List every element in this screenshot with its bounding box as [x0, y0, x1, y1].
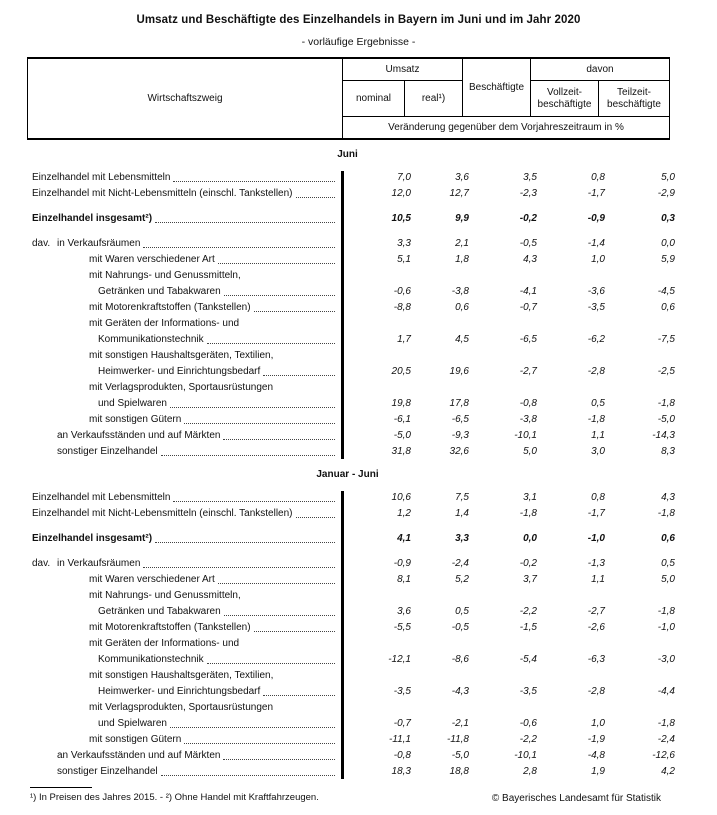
row-value: -1,3	[587, 558, 605, 569]
row-label	[27, 428, 342, 444]
row-label-line: Getränken und Tabakwaren	[27, 284, 342, 300]
row-value: 8,3	[661, 446, 675, 457]
row-value: 1,0	[591, 718, 605, 729]
row-value: -2,3	[519, 188, 537, 199]
dotted-leader	[254, 311, 335, 312]
table-row	[27, 444, 675, 460]
row-value: 0,0	[661, 238, 675, 249]
row-value: 0,5	[661, 558, 675, 569]
dotted-leader	[161, 775, 335, 776]
dotted-leader	[223, 439, 335, 440]
dotted-leader	[184, 743, 335, 744]
table-row	[27, 268, 675, 300]
row-label	[27, 236, 342, 252]
row-value: -0,9	[393, 558, 411, 569]
row-value: -14,3	[652, 430, 675, 441]
row-value: 0,8	[591, 492, 605, 503]
row-value: 31,8	[391, 446, 411, 457]
row-value: -0,5	[451, 622, 469, 633]
row-label	[27, 506, 342, 522]
row-label-line: Kommunikationstechnik	[27, 332, 342, 348]
row-value: -4,8	[587, 750, 605, 761]
row-label-line: mit Motorenkraftstoffen (Tankstellen)	[27, 620, 342, 636]
row-value: -6,5	[451, 414, 469, 425]
row-value: 1,8	[455, 254, 469, 265]
row-value: -8,8	[393, 302, 411, 313]
row-value: -1,9	[587, 734, 605, 745]
row-label	[27, 444, 342, 460]
row-label-line: mit Waren verschiedener Art	[27, 252, 342, 268]
row-value: 1,0	[591, 254, 605, 265]
row-value: -2,8	[587, 686, 605, 697]
page-subtitle: - vorläufige Ergebnisse -	[301, 36, 416, 48]
header-nominal: nominal	[343, 81, 405, 116]
row-label-line: sonstiger Einzelhandel	[27, 444, 342, 460]
table-row	[27, 636, 675, 668]
row-value: 7,5	[455, 492, 469, 503]
row-value: 4,3	[661, 492, 675, 503]
row-value: 4,5	[455, 334, 469, 345]
row-value: -0,6	[519, 718, 537, 729]
row-label	[27, 764, 342, 780]
row-value: 1,4	[455, 508, 469, 519]
row-value: -2,9	[657, 188, 675, 199]
row-label-line: Einzelhandel mit Nicht-Lebensmitteln (einschl. Tankstellen)	[27, 186, 342, 202]
header-davon-group: davon	[531, 59, 669, 81]
section-heading: Juni	[337, 149, 358, 160]
row-label-line: mit Geräten der Informations- und	[89, 318, 240, 329]
row-value: 17,8	[449, 398, 469, 409]
row-value: 32,6	[449, 446, 469, 457]
dotted-leader	[254, 631, 335, 632]
table-row	[27, 428, 675, 444]
table-row	[27, 211, 675, 227]
row-value: -5,0	[657, 414, 675, 425]
row-value: 0,5	[455, 606, 469, 617]
row-value: 1,9	[591, 766, 605, 777]
section-rows	[27, 170, 675, 460]
row-label-line: Einzelhandel mit Lebensmitteln	[27, 490, 342, 506]
row-value: -1,0	[657, 622, 675, 633]
row-label-line: Einzelhandel mit Lebensmitteln	[27, 170, 342, 186]
row-value: -5,4	[519, 654, 537, 665]
row-label	[27, 620, 342, 636]
row-label	[27, 348, 342, 380]
row-value: 9,9	[455, 213, 469, 224]
table-row	[27, 668, 675, 700]
dotted-leader	[184, 423, 335, 424]
row-value: 10,5	[391, 213, 411, 224]
row-value: 3,6	[455, 172, 469, 183]
dotted-leader	[224, 615, 335, 616]
row-value: 0,5	[591, 398, 605, 409]
row-value: -2,7	[519, 366, 537, 377]
row-label-line: mit Verlagsprodukten, Sportausrüstungen	[89, 702, 273, 713]
row-value: 3,0	[591, 446, 605, 457]
row-value: -1,8	[657, 508, 675, 519]
row-label	[27, 211, 342, 227]
dotted-leader	[207, 343, 335, 344]
dotted-leader	[143, 567, 335, 568]
row-label-line: Heimwerker- und Einrichtungsbedarf	[27, 684, 342, 700]
row-value: -7,5	[657, 334, 675, 345]
dotted-leader	[207, 663, 335, 664]
row-value: -3,5	[393, 686, 411, 697]
table-row	[27, 236, 675, 252]
dotted-leader	[224, 295, 335, 296]
row-label	[27, 380, 342, 412]
row-label-line: mit sonstigen Gütern	[27, 412, 342, 428]
row-value: 8,1	[397, 574, 411, 585]
row-value: -0,8	[519, 398, 537, 409]
row-label	[27, 588, 342, 620]
row-value: 5,9	[661, 254, 675, 265]
row-value: -2,6	[587, 622, 605, 633]
row-label	[27, 170, 342, 186]
header-wirtschaftszweig: Wirtschaftszweig	[28, 59, 343, 138]
row-value: -10,1	[514, 430, 537, 441]
table-row	[27, 700, 675, 732]
row-value: -6,2	[587, 334, 605, 345]
row-value: -2,7	[587, 606, 605, 617]
row-label	[27, 748, 342, 764]
row-value: 3,1	[523, 492, 537, 503]
row-label	[27, 252, 342, 268]
row-value: -1,8	[657, 718, 675, 729]
row-label	[27, 186, 342, 202]
row-value: -11,1	[388, 734, 411, 745]
table-row	[27, 748, 675, 764]
row-value: -1,8	[657, 606, 675, 617]
row-label-line: sonstiger Einzelhandel	[27, 764, 342, 780]
row-value: 1,7	[397, 334, 411, 345]
table-row	[27, 412, 675, 428]
row-value: 0,3	[661, 213, 675, 224]
row-label	[27, 572, 342, 588]
row-value: 5,2	[455, 574, 469, 585]
row-label-line: mit Nahrungs- und Genussmitteln,	[89, 270, 241, 281]
row-label	[27, 412, 342, 428]
row-value: -1,4	[587, 238, 605, 249]
page-title: Umsatz und Beschäftigte des Einzelhandels in Bayern im Juni und im Jahr 2020	[136, 14, 581, 26]
row-value: 5,0	[661, 172, 675, 183]
table-row	[27, 764, 675, 780]
header-teilzeit: Teilzeit-beschäftigte	[607, 87, 661, 110]
row-label-line: mit Geräten der Informations- und	[89, 638, 240, 649]
row-value: -11,8	[446, 734, 469, 745]
row-value: -3,5	[519, 686, 537, 697]
row-label-line: Heimwerker- und Einrichtungsbedarf	[27, 364, 342, 380]
row-value: 10,6	[391, 492, 411, 503]
row-label	[27, 490, 342, 506]
row-value: -0,7	[393, 718, 411, 729]
row-label	[27, 636, 342, 668]
row-label-line: mit Verlagsprodukten, Sportausrüstungen	[89, 382, 273, 393]
row-value: -6,3	[587, 654, 605, 665]
row-value: -0,2	[519, 558, 537, 569]
row-value: 4,3	[523, 254, 537, 265]
section-heading: Januar - Juni	[316, 469, 379, 480]
row-label-line: an Verkaufsständen und auf Märkten	[27, 748, 342, 764]
row-label-line: und Spielwaren	[27, 716, 342, 732]
table-row	[27, 506, 675, 522]
row-label	[27, 700, 342, 732]
row-value: -2,5	[657, 366, 675, 377]
row-value: -0,6	[393, 286, 411, 297]
row-value: -12,1	[388, 654, 411, 665]
row-label-line: mit sonstigen Haushaltsgeräten, Textilien,	[89, 670, 274, 681]
row-value: 12,0	[391, 188, 411, 199]
row-value: 0,6	[661, 302, 675, 313]
row-label-line: mit Waren verschiedener Art	[27, 572, 342, 588]
row-value: -1,8	[519, 508, 537, 519]
header-unit-row: Veränderung gegenüber dem Vorjahreszeitraum in %	[343, 116, 669, 138]
dotted-leader	[170, 407, 335, 408]
row-value: 19,6	[449, 366, 469, 377]
row-value: 3,3	[455, 533, 469, 544]
row-value: 1,1	[591, 574, 605, 585]
row-value: -1,5	[519, 622, 537, 633]
row-value: 7,0	[397, 172, 411, 183]
row-label-line: Einzelhandel insgesamt²)	[27, 531, 342, 547]
dotted-leader	[170, 727, 335, 728]
row-value: -1,7	[587, 508, 605, 519]
dotted-leader	[155, 222, 335, 223]
row-label-line: mit sonstigen Haushaltsgeräten, Textilien,	[89, 350, 274, 361]
header-beschaeftigte: Beschäftigte	[463, 59, 531, 116]
row-label-line: mit sonstigen Gütern	[27, 732, 342, 748]
dotted-leader	[173, 501, 335, 502]
row-value: -2,2	[519, 606, 537, 617]
row-value: 3,3	[397, 238, 411, 249]
row-value: -3,6	[587, 286, 605, 297]
row-value: -2,4	[451, 558, 469, 569]
row-value: -6,1	[393, 414, 411, 425]
row-value: -4,5	[657, 286, 675, 297]
table-row	[27, 490, 675, 506]
row-value: -4,3	[451, 686, 469, 697]
row-label-line: in Verkaufsräumen	[27, 556, 342, 572]
row-value: -0,8	[393, 750, 411, 761]
row-value: -3,0	[657, 654, 675, 665]
row-value: 5,0	[661, 574, 675, 585]
table-row	[27, 348, 675, 380]
row-value: 18,8	[449, 766, 469, 777]
row-label-line: Einzelhandel mit Nicht-Lebensmitteln (einschl. Tankstellen)	[27, 506, 342, 522]
row-value: -3,5	[587, 302, 605, 313]
dotted-leader	[161, 455, 335, 456]
row-value: -0,5	[519, 238, 537, 249]
row-value: 5,1	[397, 254, 411, 265]
table-row	[27, 572, 675, 588]
row-label-line: Einzelhandel insgesamt²)	[27, 211, 342, 227]
row-value: -12,6	[652, 750, 675, 761]
row-value: 12,7	[449, 188, 469, 199]
row-value: -0,2	[519, 213, 537, 224]
header-real: real¹)	[405, 81, 463, 116]
header-vollzeit: Vollzeit-beschäftigte	[531, 81, 599, 116]
dotted-leader	[155, 542, 335, 543]
row-value: 20,5	[391, 366, 411, 377]
footnote: ¹) In Preisen des Jahres 2015. - ²) Ohne Handel mit Kraftfahrzeugen.	[30, 792, 319, 803]
table-row	[27, 732, 675, 748]
row-value: -2,1	[451, 718, 469, 729]
row-value: 0,0	[523, 533, 537, 544]
row-value: -5,0	[393, 430, 411, 441]
row-value: 4,2	[661, 766, 675, 777]
row-value: 0,8	[591, 172, 605, 183]
row-label	[27, 268, 342, 300]
row-value: 19,8	[391, 398, 411, 409]
row-label	[27, 531, 342, 547]
dotted-leader	[263, 375, 335, 376]
row-value: 18,3	[391, 766, 411, 777]
dotted-leader	[296, 517, 336, 518]
row-value: -0,9	[587, 213, 605, 224]
row-value: -3,8	[519, 414, 537, 425]
row-value: -4,4	[657, 686, 675, 697]
row-label	[27, 300, 342, 316]
table-row	[27, 252, 675, 268]
row-value: -5,5	[393, 622, 411, 633]
table-row	[27, 588, 675, 620]
row-value: -2,4	[657, 734, 675, 745]
row-value: -8,6	[451, 654, 469, 665]
row-value: -6,5	[519, 334, 537, 345]
table-row	[27, 300, 675, 316]
header-umsatz-group: Umsatz	[343, 59, 463, 81]
table-header	[27, 57, 670, 140]
row-value: 5,0	[523, 446, 537, 457]
row-value: 2,1	[455, 238, 469, 249]
row-value: -1,8	[587, 414, 605, 425]
row-label-line: in Verkaufsräumen	[27, 236, 342, 252]
row-label	[27, 316, 342, 348]
row-value: -10,1	[514, 750, 537, 761]
row-prefix: dav.	[32, 558, 51, 569]
table-body	[27, 148, 675, 780]
table-row	[27, 531, 675, 547]
table-row	[27, 170, 675, 186]
table-row	[27, 620, 675, 636]
row-label-line: Kommunikationstechnik	[27, 652, 342, 668]
row-value: -0,7	[519, 302, 537, 313]
dotted-leader	[296, 197, 336, 198]
dotted-leader	[173, 181, 335, 182]
copyright: © Bayerisches Landesamt für Statistik	[491, 793, 661, 804]
row-value: -1,8	[657, 398, 675, 409]
table-row	[27, 556, 675, 572]
dotted-leader	[218, 263, 335, 264]
row-label-line: Getränken und Tabakwaren	[27, 604, 342, 620]
dotted-leader	[223, 759, 335, 760]
row-value: 1,1	[591, 430, 605, 441]
row-value: 3,5	[523, 172, 537, 183]
row-value: 1,2	[397, 508, 411, 519]
footnote-separator	[30, 787, 92, 788]
table-row	[27, 186, 675, 202]
dotted-leader	[263, 695, 335, 696]
table-row	[27, 380, 675, 412]
row-label	[27, 732, 342, 748]
dotted-leader	[143, 247, 335, 248]
row-value: -2,2	[519, 734, 537, 745]
row-label-line: an Verkaufsständen und auf Märkten	[27, 428, 342, 444]
row-value: -3,8	[451, 286, 469, 297]
row-label	[27, 668, 342, 700]
row-value: -1,7	[587, 188, 605, 199]
row-value: 4,1	[397, 533, 411, 544]
row-value: -4,1	[519, 286, 537, 297]
row-value: -5,0	[451, 750, 469, 761]
row-label	[27, 556, 342, 572]
row-value: 0,6	[661, 533, 675, 544]
section-rows	[27, 490, 675, 780]
row-value: 0,6	[455, 302, 469, 313]
row-label-line: und Spielwaren	[27, 396, 342, 412]
row-value: 2,8	[523, 766, 537, 777]
row-label-line: mit Motorenkraftstoffen (Tankstellen)	[27, 300, 342, 316]
row-value: 3,7	[523, 574, 537, 585]
dotted-leader	[218, 583, 335, 584]
row-label-line: mit Nahrungs- und Genussmitteln,	[89, 590, 241, 601]
row-value: 3,6	[397, 606, 411, 617]
row-value: -1,0	[587, 533, 605, 544]
row-value: -2,8	[587, 366, 605, 377]
row-prefix: dav.	[32, 238, 51, 249]
row-value: -9,3	[451, 430, 469, 441]
table-row	[27, 316, 675, 348]
